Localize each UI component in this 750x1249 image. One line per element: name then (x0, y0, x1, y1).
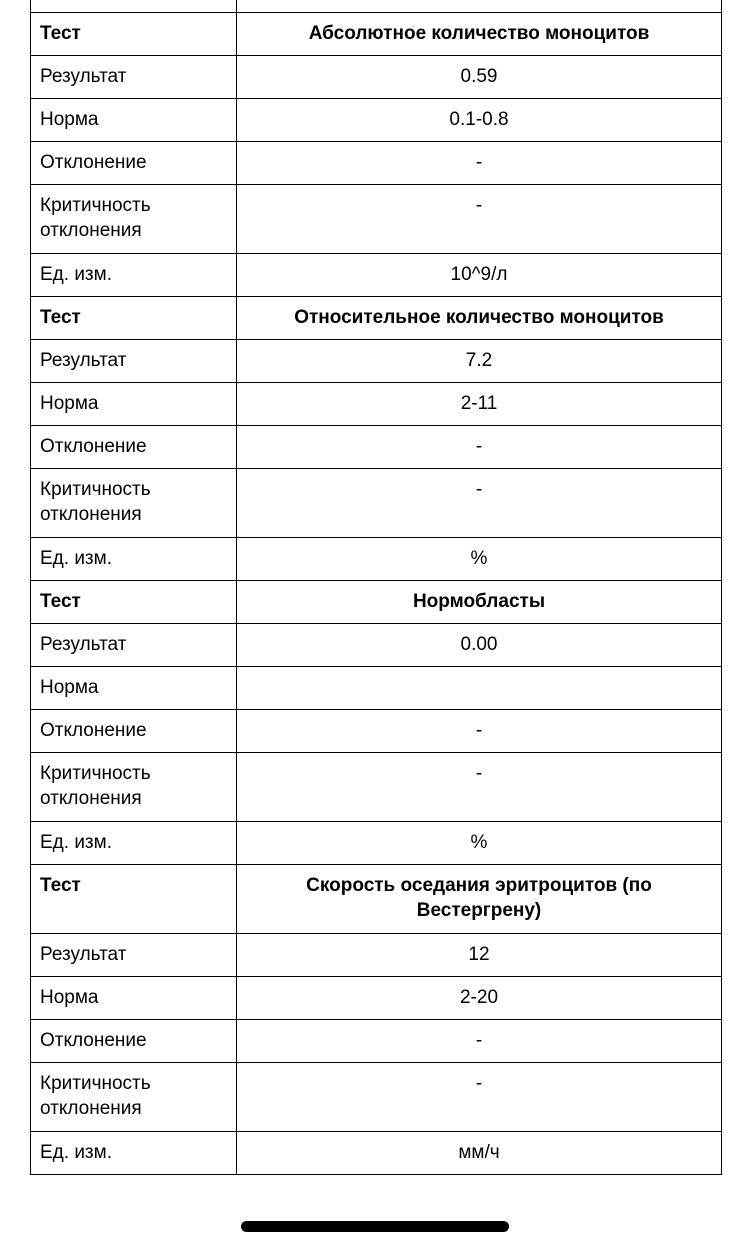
deviation-value: - (237, 1020, 722, 1063)
unit-value: % (237, 538, 722, 581)
result-row (31, 934, 722, 977)
test-name-line1: Скорость оседания эритроцитов (по (306, 875, 652, 896)
lab-results-table (30, 0, 722, 1175)
home-indicator[interactable] (241, 1221, 509, 1232)
result-row (31, 624, 722, 667)
unit-value: % (237, 822, 722, 865)
result-label: Результат (31, 340, 237, 383)
deviation-value: - (237, 426, 722, 469)
norm-label: Норма (31, 667, 237, 710)
table-row (31, 0, 722, 13)
result-value: 12 (237, 934, 722, 977)
label-cell (31, 0, 237, 13)
result-value: 0.00 (237, 624, 722, 667)
result-value: 7.2 (237, 340, 722, 383)
criticality-label-line1: Критичность (40, 479, 151, 500)
deviation-row (31, 710, 722, 753)
criticality-label-line2: отклонения (40, 1098, 142, 1119)
test-header-row (31, 581, 722, 624)
test-label: Тест (31, 865, 237, 934)
result-label: Результат (31, 934, 237, 977)
criticality-label-line2: отклонения (40, 220, 142, 241)
norm-row (31, 667, 722, 710)
unit-label: Ед. изм. (31, 538, 237, 581)
test-label: Тест (31, 297, 237, 340)
criticality-label-line2: отклонения (40, 788, 142, 809)
norm-row (31, 977, 722, 1020)
criticality-value: - (237, 469, 722, 538)
unit-value: 10^9/л (237, 254, 722, 297)
criticality-row (31, 1063, 722, 1132)
norm-row (31, 99, 722, 142)
deviation-value: - (237, 142, 722, 185)
result-row (31, 56, 722, 99)
criticality-label-line1: Критичность (40, 763, 151, 784)
unit-value: мм/ч (237, 1132, 722, 1175)
result-label: Результат (31, 56, 237, 99)
results-table-container (30, 0, 721, 1175)
norm-label: Норма (31, 99, 237, 142)
unit-row (31, 254, 722, 297)
criticality-value: - (237, 185, 722, 254)
result-row (31, 340, 722, 383)
norm-value: 2-11 (237, 383, 722, 426)
deviation-row (31, 426, 722, 469)
deviation-label: Отклонение (31, 1020, 237, 1063)
norm-label: Норма (31, 383, 237, 426)
criticality-label (31, 753, 237, 822)
test-name: Нормобласты (237, 581, 722, 624)
test-header-row (31, 297, 722, 340)
criticality-row (31, 469, 722, 538)
deviation-label: Отклонение (31, 710, 237, 753)
criticality-label-line1: Критичность (40, 1073, 151, 1094)
criticality-label (31, 1063, 237, 1132)
criticality-label-line2: отклонения (40, 504, 142, 525)
deviation-label: Отклонение (31, 426, 237, 469)
criticality-row (31, 753, 722, 822)
deviation-row (31, 142, 722, 185)
deviation-row (31, 1020, 722, 1063)
test-name (237, 865, 722, 934)
deviation-label: Отклонение (31, 142, 237, 185)
unit-row (31, 822, 722, 865)
unit-label: Ед. изм. (31, 1132, 237, 1175)
unit-row (31, 1132, 722, 1175)
criticality-label (31, 469, 237, 538)
norm-value (237, 667, 722, 710)
criticality-value: - (237, 753, 722, 822)
unit-row (31, 538, 722, 581)
norm-value: 0.1-0.8 (237, 99, 722, 142)
norm-row (31, 383, 722, 426)
test-name-line2: Вестергрену) (416, 900, 542, 921)
test-label: Тест (31, 581, 237, 624)
test-header-row (31, 865, 722, 934)
norm-value: 2-20 (237, 977, 722, 1020)
criticality-label-line1: Критичность (40, 195, 151, 216)
criticality-label (31, 185, 237, 254)
test-header-row (31, 13, 722, 56)
test-name: Относительное количество моноцитов (237, 297, 722, 340)
value-cell (237, 0, 722, 13)
norm-label: Норма (31, 977, 237, 1020)
criticality-row (31, 185, 722, 254)
unit-label: Ед. изм. (31, 254, 237, 297)
result-label: Результат (31, 624, 237, 667)
criticality-value: - (237, 1063, 722, 1132)
test-name: Абсолютное количество моноцитов (237, 13, 722, 56)
unit-label: Ед. изм. (31, 822, 237, 865)
result-value: 0.59 (237, 56, 722, 99)
test-label: Тест (31, 13, 237, 56)
deviation-value: - (237, 710, 722, 753)
